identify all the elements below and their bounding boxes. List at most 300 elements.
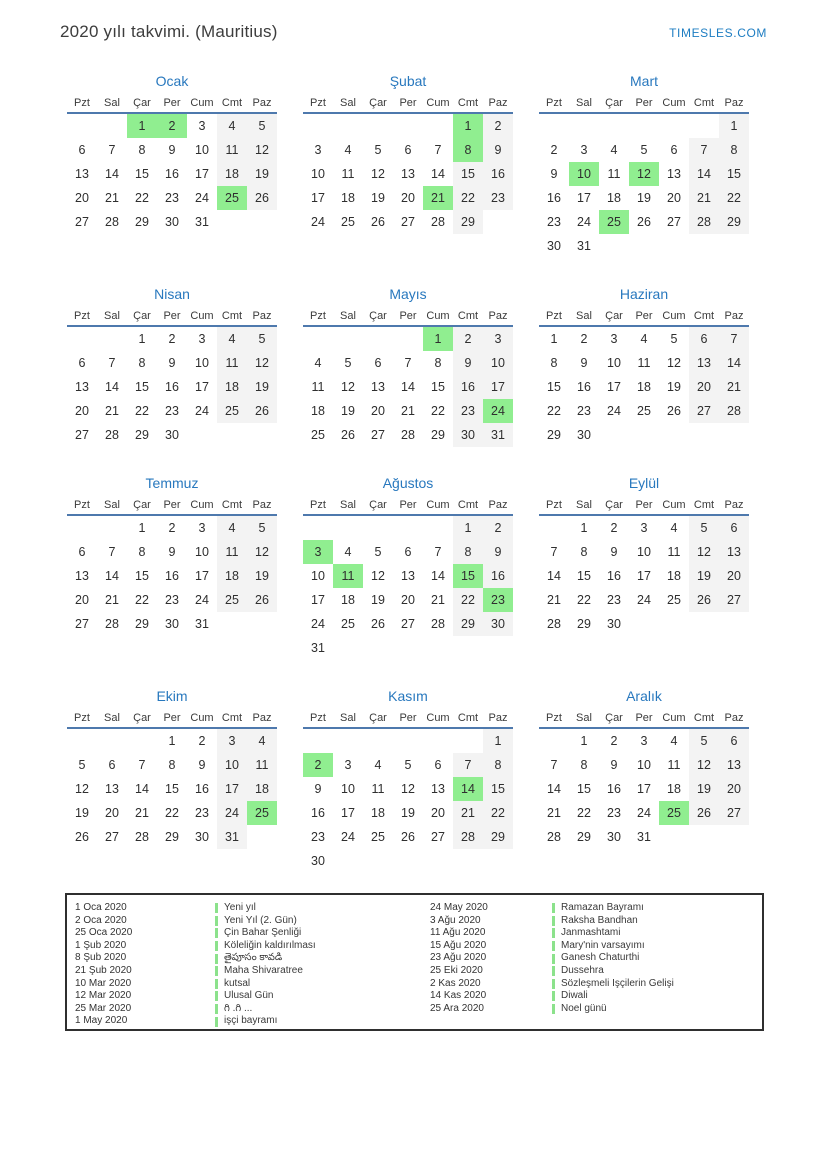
weekday-label: Per (635, 712, 653, 724)
day-cell: 8 (138, 356, 146, 370)
weekday-label: Paz (724, 499, 744, 511)
day-cell: 13 (667, 167, 681, 181)
day-cell: 13 (719, 753, 749, 777)
holiday-label: Köleliğin kaldırılması (224, 939, 316, 951)
holiday-marker (552, 1004, 555, 1014)
site-link[interactable]: TIMESLES.COM (669, 26, 767, 40)
weekday-label: Per (635, 97, 653, 109)
day-cell-empty (363, 849, 393, 873)
day-cell: 14 (105, 569, 119, 583)
day-cell: 31 (217, 825, 247, 849)
day-cell: 4 (217, 516, 247, 540)
day-cell-empty (689, 234, 719, 258)
day-cell: 25 (311, 428, 325, 442)
holiday-label: işçi bayramı (224, 1015, 278, 1027)
weekday-label: Sal (340, 97, 356, 109)
weekday-label: Paz (724, 712, 744, 724)
day-cell: 9 (580, 356, 588, 370)
holiday-entry (427, 965, 758, 978)
day-cell: 24 (195, 404, 209, 418)
day-cell: 12 (371, 569, 385, 583)
day-cell: 6 (404, 545, 412, 559)
day-cell-empty (599, 423, 629, 447)
day-cell: 6 (670, 143, 678, 157)
weekday-label: Sal (104, 499, 120, 511)
day-cell: 10 (195, 356, 209, 370)
day-cell: 16 (483, 162, 513, 186)
day-cell: 29 (577, 617, 591, 631)
holiday-label: Diwali (561, 990, 588, 1002)
day-cell: 19 (247, 564, 277, 588)
day-cell: 11 (341, 167, 355, 181)
day-cell: 10 (195, 545, 209, 559)
day-cell: 26 (247, 588, 277, 612)
holiday-entry (72, 915, 427, 928)
holiday-entry (427, 978, 758, 991)
day-cell-empty (629, 234, 659, 258)
day-cell-empty (423, 849, 453, 873)
day-cell: 27 (401, 215, 415, 229)
day-cell: 15 (577, 569, 591, 583)
day-cell: 16 (165, 569, 179, 583)
weekday-label: Sal (576, 310, 592, 322)
holiday-marker (215, 991, 218, 1001)
holiday-marker (552, 903, 555, 913)
day-cell: 29 (431, 428, 445, 442)
day-cell: 1 (423, 327, 453, 351)
weekday-label: Cmt (693, 499, 715, 511)
holiday-entry (72, 940, 427, 953)
day-cell: 27 (431, 830, 445, 844)
day-cell: 28 (689, 210, 719, 234)
holiday-name (552, 965, 758, 978)
day-cell: 2 (580, 332, 588, 346)
weekday-label: Per (163, 310, 181, 322)
day-cell-empty (659, 825, 689, 849)
month-days (303, 516, 513, 660)
day-cell-empty (393, 636, 423, 660)
day-cell: 16 (547, 191, 561, 205)
day-cell-empty (303, 114, 333, 138)
day-cell-empty (483, 849, 513, 873)
day-cell: 9 (610, 545, 618, 559)
month-title: Ağustos (382, 475, 434, 491)
holiday-name (215, 1015, 427, 1028)
weekday-label: Çar (133, 712, 151, 724)
day-cell: 8 (138, 545, 146, 559)
day-cell: 26 (689, 801, 719, 825)
day-cell-empty (719, 234, 749, 258)
day-cell: 4 (217, 114, 247, 138)
holiday-name (552, 952, 758, 965)
day-cell: 7 (138, 758, 146, 772)
day-cell-empty (629, 114, 659, 138)
day-cell: 23 (607, 806, 621, 820)
day-cell-empty (127, 729, 157, 753)
day-cell: 12 (401, 782, 415, 796)
day-cell: 11 (217, 540, 247, 564)
day-cell: 26 (341, 428, 355, 442)
holiday-marker (552, 991, 555, 1001)
day-cell: 1 (483, 729, 513, 753)
day-cell: 4 (640, 332, 648, 346)
day-cell: 6 (719, 729, 749, 753)
day-cell: 5 (404, 758, 412, 772)
weekday-label: Paz (724, 310, 744, 322)
weekday-label: Per (635, 499, 653, 511)
day-cell: 3 (303, 540, 333, 564)
day-cell: 28 (105, 428, 119, 442)
day-cell: 28 (431, 617, 445, 631)
day-cell: 28 (105, 617, 119, 631)
day-cell: 12 (247, 540, 277, 564)
day-cell: 18 (667, 782, 681, 796)
day-cell: 22 (483, 801, 513, 825)
day-cell-empty (67, 114, 97, 138)
day-cell: 23 (165, 404, 179, 418)
day-cell: 3 (640, 521, 648, 535)
day-cell: 6 (404, 143, 412, 157)
day-cell: 3 (217, 729, 247, 753)
weekday-label: Pzt (310, 310, 326, 322)
day-cell: 7 (404, 356, 412, 370)
day-cell: 21 (453, 801, 483, 825)
holiday-name (552, 927, 758, 940)
month-8 (303, 473, 513, 660)
month-1 (67, 71, 277, 234)
day-cell: 15 (135, 167, 149, 181)
holiday-label: గి .గి ... (224, 1002, 253, 1014)
day-cell: 18 (667, 569, 681, 583)
day-cell: 14 (431, 167, 445, 181)
day-cell: 17 (195, 167, 209, 181)
day-cell-empty (453, 729, 483, 753)
holiday-name (215, 927, 427, 940)
day-cell: 14 (105, 167, 119, 181)
weekday-label: Sal (340, 712, 356, 724)
holiday-entry (72, 927, 427, 940)
day-cell: 3 (344, 758, 352, 772)
day-cell: 1 (453, 114, 483, 138)
weekday-label: Sal (104, 97, 120, 109)
holiday-entry (72, 990, 427, 1003)
day-cell-empty (67, 516, 97, 540)
day-cell-empty (363, 516, 393, 540)
day-cell: 12 (247, 351, 277, 375)
holiday-name (215, 965, 427, 978)
weekday-label: Paz (252, 310, 272, 322)
day-cell-empty (599, 114, 629, 138)
day-cell: 14 (689, 162, 719, 186)
weekday-label: Cmt (693, 310, 715, 322)
day-cell: 19 (689, 777, 719, 801)
day-cell: 5 (247, 327, 277, 351)
day-cell: 23 (577, 404, 591, 418)
day-cell: 23 (607, 593, 621, 607)
weekday-label: Sal (340, 310, 356, 322)
weekday-label: Cum (426, 97, 450, 109)
day-cell: 26 (667, 404, 681, 418)
day-cell: 20 (75, 191, 89, 205)
holiday-marker (215, 1004, 218, 1014)
holiday-entry (72, 978, 427, 991)
weekday-header-row (67, 712, 277, 729)
day-cell-empty (363, 636, 393, 660)
day-cell: 19 (371, 191, 385, 205)
day-cell: 6 (78, 545, 86, 559)
weekday-label: Cmt (693, 712, 715, 724)
day-cell: 7 (434, 545, 442, 559)
day-cell-empty (333, 849, 363, 873)
day-cell: 11 (371, 782, 385, 796)
month-3 (539, 71, 749, 258)
day-cell: 29 (135, 215, 149, 229)
weekday-label: Cmt (457, 712, 479, 724)
month-days (303, 729, 513, 873)
day-cell: 26 (75, 830, 89, 844)
day-cell: 11 (217, 351, 247, 375)
day-cell: 16 (607, 782, 621, 796)
holiday-name (552, 940, 758, 953)
day-cell: 4 (217, 327, 247, 351)
month-title: Aralık (626, 688, 662, 704)
day-cell: 1 (580, 734, 588, 748)
holiday-date: 21 Şub 2020 (75, 964, 132, 976)
month-title: Mart (630, 73, 658, 89)
day-cell-empty (217, 210, 247, 234)
day-cell-empty (539, 516, 569, 540)
day-cell: 29 (547, 428, 561, 442)
day-cell: 3 (610, 332, 618, 346)
holiday-marker (215, 916, 218, 926)
day-cell: 27 (667, 215, 681, 229)
day-cell-empty (97, 729, 127, 753)
day-cell: 5 (344, 356, 352, 370)
month-days (67, 114, 277, 234)
day-cell-empty (453, 636, 483, 660)
holiday-marker (215, 941, 218, 951)
day-cell: 13 (689, 351, 719, 375)
day-cell: 7 (550, 545, 558, 559)
day-cell: 26 (247, 399, 277, 423)
day-cell: 8 (483, 753, 513, 777)
day-cell: 2 (198, 734, 206, 748)
day-cell: 9 (168, 356, 176, 370)
day-cell: 30 (547, 239, 561, 253)
day-cell-empty (689, 114, 719, 138)
holiday-name (215, 940, 427, 953)
weekday-label: Pzt (546, 499, 562, 511)
day-cell: 11 (247, 753, 277, 777)
weekday-label: Paz (724, 97, 744, 109)
day-cell: 31 (311, 641, 325, 655)
day-cell: 21 (105, 593, 119, 607)
day-cell: 9 (483, 540, 513, 564)
day-cell: 19 (401, 806, 415, 820)
weekday-label: Çar (605, 97, 623, 109)
day-cell: 24 (637, 593, 651, 607)
day-cell: 23 (165, 593, 179, 607)
weekday-header-row (67, 499, 277, 516)
day-cell: 21 (105, 191, 119, 205)
day-cell: 21 (105, 404, 119, 418)
day-cell: 28 (431, 215, 445, 229)
day-cell: 24 (637, 806, 651, 820)
day-cell: 12 (667, 356, 681, 370)
holiday-label: Noel günü (561, 1002, 607, 1014)
weekday-label: Paz (488, 712, 508, 724)
month-title: Haziran (619, 286, 669, 302)
day-cell: 15 (483, 777, 513, 801)
day-cell: 21 (547, 593, 561, 607)
day-cell: 15 (135, 569, 149, 583)
day-cell-empty (363, 729, 393, 753)
holiday-date: 11 Ağu 2020 (430, 927, 486, 939)
weekday-label: Cmt (221, 499, 243, 511)
holiday-date: 1 Oca 2020 (75, 902, 127, 913)
day-cell: 17 (311, 191, 325, 205)
day-cell: 18 (341, 593, 355, 607)
day-cell-empty (719, 612, 749, 636)
day-cell-empty (363, 114, 393, 138)
day-cell: 25 (637, 404, 651, 418)
day-cell: 26 (401, 830, 415, 844)
day-cell: 19 (371, 593, 385, 607)
weekday-label: Cum (426, 310, 450, 322)
weekday-label: Cum (662, 712, 686, 724)
day-cell: 14 (401, 380, 415, 394)
day-cell: 2 (610, 521, 618, 535)
day-cell-empty (303, 516, 333, 540)
day-cell: 8 (434, 356, 442, 370)
day-cell: 31 (637, 830, 651, 844)
weekday-label: Per (399, 97, 417, 109)
day-cell: 22 (719, 186, 749, 210)
day-cell-empty (659, 114, 689, 138)
day-cell: 2 (483, 516, 513, 540)
day-cell: 4 (670, 521, 678, 535)
day-cell: 8 (453, 540, 483, 564)
day-cell: 15 (135, 380, 149, 394)
day-cell: 17 (195, 569, 209, 583)
day-cell: 17 (607, 380, 621, 394)
day-cell: 9 (198, 758, 206, 772)
day-cell: 5 (374, 143, 382, 157)
weekday-label: Sal (340, 499, 356, 511)
day-cell: 1 (580, 521, 588, 535)
weekday-label: Per (635, 310, 653, 322)
day-cell: 16 (483, 564, 513, 588)
day-cell: 8 (168, 758, 176, 772)
weekday-label: Çar (605, 712, 623, 724)
holiday-marker (215, 1017, 218, 1027)
day-cell: 17 (195, 380, 209, 394)
day-cell-empty (67, 729, 97, 753)
holiday-date: 14 Kas 2020 (430, 990, 487, 1002)
day-cell: 12 (371, 167, 385, 181)
weekday-header-row (67, 97, 277, 114)
day-cell-empty (719, 825, 749, 849)
day-cell: 10 (483, 351, 513, 375)
day-cell-empty (659, 423, 689, 447)
day-cell: 21 (423, 186, 453, 210)
month-12 (539, 686, 749, 849)
day-cell-empty (689, 423, 719, 447)
holiday-entry (427, 940, 758, 953)
holiday-date: 8 Şub 2020 (75, 952, 127, 964)
day-cell: 22 (453, 186, 483, 210)
weekday-label: Cmt (457, 97, 479, 109)
day-cell: 8 (453, 138, 483, 162)
day-cell: 26 (689, 588, 719, 612)
day-cell-empty (97, 327, 127, 351)
day-cell-empty (303, 729, 333, 753)
day-cell: 21 (135, 806, 149, 820)
day-cell: 14 (135, 782, 149, 796)
day-cell: 31 (577, 239, 591, 253)
day-cell: 6 (719, 516, 749, 540)
month-9 (539, 473, 749, 636)
day-cell: 24 (483, 399, 513, 423)
weekday-label: Cmt (693, 97, 715, 109)
holiday-name (215, 952, 427, 965)
day-cell: 20 (75, 593, 89, 607)
holiday-name (552, 1003, 758, 1016)
day-cell: 11 (667, 758, 681, 772)
day-cell: 13 (75, 380, 89, 394)
month-title: Şubat (389, 73, 427, 89)
day-cell: 2 (303, 753, 333, 777)
day-cell: 1 (550, 332, 558, 346)
day-cell: 10 (217, 753, 247, 777)
day-cell: 2 (610, 734, 618, 748)
holiday-date: 23 Ağu 2020 (430, 952, 487, 964)
weekday-label: Cum (190, 499, 214, 511)
weekday-label: Çar (369, 97, 387, 109)
day-cell-empty (659, 234, 689, 258)
day-cell-empty (247, 612, 277, 636)
day-cell: 25 (371, 830, 385, 844)
weekday-label: Çar (369, 499, 387, 511)
day-cell: 13 (105, 782, 119, 796)
holiday-entry (427, 927, 758, 940)
day-cell: 25 (217, 588, 247, 612)
day-cell: 17 (341, 806, 355, 820)
day-cell: 18 (247, 777, 277, 801)
weekday-label: Pzt (74, 712, 90, 724)
day-cell: 7 (689, 138, 719, 162)
day-cell: 30 (311, 854, 325, 868)
day-cell: 27 (371, 428, 385, 442)
day-cell: 11 (667, 545, 681, 559)
day-cell: 19 (667, 380, 681, 394)
day-cell: 16 (165, 167, 179, 181)
month-title: Ekim (156, 688, 188, 704)
day-cell-empty (423, 114, 453, 138)
month-7 (67, 473, 277, 636)
holiday-label: kutsal (224, 977, 251, 989)
weekday-label: Cmt (221, 712, 243, 724)
day-cell: 21 (547, 806, 561, 820)
day-cell-empty (539, 114, 569, 138)
day-cell: 9 (168, 143, 176, 157)
weekday-label: Çar (133, 310, 151, 322)
day-cell: 4 (610, 143, 618, 157)
holiday-entry (72, 902, 427, 915)
month-title: Nisan (154, 286, 190, 302)
day-cell-empty (67, 327, 97, 351)
weekday-label: Paz (252, 712, 272, 724)
